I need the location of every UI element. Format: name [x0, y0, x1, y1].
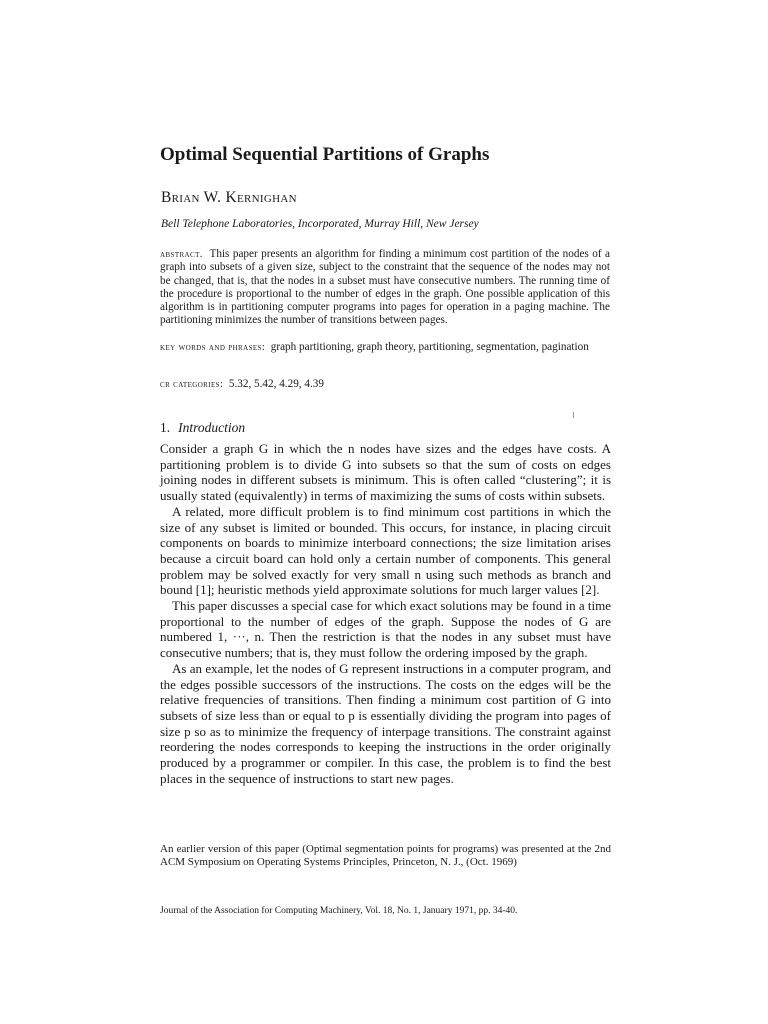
section-heading: [160, 420, 245, 436]
abstract: [160, 248, 610, 328]
paragraph: This paper discusses a special case for which exact solutions may be found in a time proportional to the number of edges of the graph. Suppose the nodes of G are numbered 1, ···, n. Then the restriction is that the nodes in any subset must have consecutive numbers; that is, they must follow the ordering imposed by the graph.: [160, 598, 611, 661]
paper-title: Optimal Sequential Partitions of Graphs: [160, 144, 490, 165]
author-affiliation: Bell Telephone Laboratories, Incorporated, Murray Hill, New Jersey: [161, 218, 479, 230]
abstract-text: This paper presents an algorithm for finding a minimum cost partition of the nodes of a graph into subsets of a given size, subject to the constraint that the sequence of the nodes may not be changed, that is, that the nodes in a subset must have consecutive numbers. The running time of the procedure is proportional to the number of edges in the graph. One possible application of this algorithm is in partitioning computer programs into pages for operation in a paging machine. The partitioning minimizes the number of transitions between pages.: [160, 248, 610, 327]
keywords-text: graph partitioning, graph theory, partitioning, segmentation, pagination: [270, 341, 589, 353]
keywords: [160, 341, 610, 354]
author-last-name: Kernighan: [225, 189, 297, 206]
footnote: [160, 843, 611, 870]
paragraph: As an example, let the nodes of G represent instructions in a computer program, and the edges possible successors of the instructions. The costs on the edges will be the relative frequencies of transitions. Then finding a minimum cost partition of G into subsets of size less than or equal to p is essentially dividing the program into pages of size p so as to minimize the frequency of interpage transitions. The constraint against reordering the nodes corresponds to keeping the instructions in the order originally produced by a programmer or compiler. In this case, the problem is to find the best places in the sequence of instructions to start new pages.: [160, 660, 611, 786]
abstract-label: abstract.: [160, 249, 203, 260]
keywords-label: key words and phrases:: [160, 342, 266, 353]
author-name: [161, 189, 297, 207]
paragraph: A related, more difficult problem is to find minimum cost partitions in which the size of any subset is limited or bounded. This occurs, for instance, in placing circuit components on boards to minimize interboard connections; the size limitation arises because a circuit board can hold only a certain number of components. This general problem may be solved exactly for very small n using such methods as branch and bound [1]; heuristic methods yield approximate solutions for much larger values [2].: [160, 503, 611, 598]
cr-categories-text: 5.32, 5.42, 4.29, 4.39: [228, 378, 324, 390]
cr-categories: [160, 378, 610, 391]
margin-mark: [573, 412, 574, 418]
section-title: Introduction: [178, 420, 246, 435]
journal-citation: Journal of the Association for Computing Machinery, Vol. 18, No. 1, January 1971, pp. 34-40.: [160, 906, 518, 916]
cr-categories-label: cr categories:: [160, 379, 224, 390]
paragraph: Consider a graph G in which the n nodes have sizes and the edges have costs. A partitioning problem is to divide G into subsets so that the sum of costs on edges joining nodes in different subsets is minimum. This is often called “clustering”; it is usually stated (equivalently) in terms of maximizing the sums of costs within subsets.: [160, 441, 611, 504]
author-middle-initial: W.: [203, 189, 222, 206]
body-text: [160, 441, 611, 786]
footnote-text: An earlier version of this paper (Optimal segmentation points for programs) was presented at the 2nd ACM Symposium on Operating Systems Principles, Princeton, N. J., (Oct. 1969): [160, 843, 611, 869]
section-number: 1.: [160, 420, 171, 435]
author-first-name: Brian: [161, 189, 200, 206]
